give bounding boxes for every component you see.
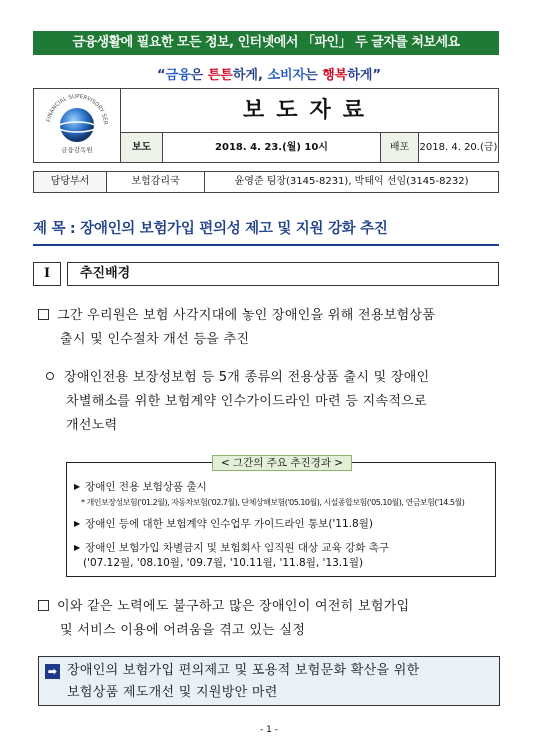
slogan-word: 소비자 <box>267 68 306 83</box>
paragraph-line: 개선노력 <box>66 418 118 433</box>
slogan-text: 하게 <box>347 68 373 83</box>
slogan-text: 는 <box>305 68 323 83</box>
slogan <box>0 64 538 83</box>
square-bullet-icon <box>38 600 49 611</box>
paragraph-problem <box>38 595 508 643</box>
paragraph-line: 이와 같은 노력에도 불구하고 많은 장애인이 여전히 보험가입 <box>57 599 410 614</box>
progress-box <box>66 457 496 577</box>
promo-banner: 금융생활에 필요한 모든 정보, 인터넷에서 「파인」 두 글자를 쳐보세요 <box>33 31 499 55</box>
triangle-bullet-icon: ▶ <box>74 519 81 528</box>
conclusion-box <box>38 656 500 706</box>
section-title: 추진배경 <box>67 262 499 286</box>
logo-cell <box>34 89 121 162</box>
conclusion-line: 보험상품 제도개선 및 지원방안 마련 <box>67 685 278 700</box>
slogan-word: 튼튼 <box>207 68 233 83</box>
release-date: 2018. 4. 23.(월) 10시 <box>163 133 381 162</box>
paragraph-detail <box>46 366 508 438</box>
conclusion-line: 장애인의 보험가입 편의제고 및 포용적 보험문화 확산을 위한 <box>67 663 420 678</box>
distribution-label: 배포 <box>381 133 419 162</box>
triangle-bullet-icon: ▶ <box>74 543 81 552</box>
box-title-label: < 그간의 주요 추진경과 > <box>212 455 352 471</box>
press-release-header <box>33 88 499 163</box>
box-item-detail: ('07.12월, '08.10월, '09.7월, '10.11월, '11.8월, '13.1월) <box>83 557 364 569</box>
department-contact: 윤영준 팀장(3145-8231), 박태익 선임(3145-8232) <box>234 176 469 187</box>
paragraph-line: 차별해소를 위한 보험계약 인수가이드라인 마련 등 지속적으로 <box>66 394 427 409</box>
department-name: 보험감리국 <box>107 172 205 192</box>
paragraph-line: 장애인전용 보장성보험 등 5개 종류의 전용상품 출시 및 장애인 <box>64 370 430 385</box>
circle-bullet-icon <box>46 372 54 380</box>
page-number: - 1 - <box>260 725 278 735</box>
box-item <box>74 480 207 494</box>
section-heading <box>33 262 499 286</box>
box-item-text: 장애인 등에 대한 보험계약 인수업무 가이드라인 통보('11.8월) <box>85 518 373 530</box>
logo-text: 금융감독원 <box>61 146 93 154</box>
box-item-text: 장애인 보험가입 차별금지 및 보험회사 임직원 대상 교육 강화 촉구 <box>85 542 390 554</box>
slogan-word: 금융 <box>165 68 191 83</box>
slogan-quote: ” <box>372 68 382 83</box>
subject-heading: 제 목 : 장애인의 보험가입 편의성 제고 및 지원 강화 추진 <box>33 217 499 246</box>
triangle-bullet-icon: ▶ <box>74 482 81 491</box>
section-number: I <box>33 262 61 286</box>
paragraph-line: 및 서비스 이용에 어려움을 겪고 있는 실정 <box>60 623 306 638</box>
department-row <box>33 171 499 193</box>
arrow-right-icon: ➡ <box>45 664 60 679</box>
document-title: 보도자료 <box>121 89 498 133</box>
box-item <box>74 517 373 531</box>
square-bullet-icon <box>38 309 49 320</box>
paragraph-line: 그간 우리원은 보험 사각지대에 놓인 장애인을 위해 전용보험상품 <box>57 308 436 323</box>
box-item-text: 장애인 전용 보험상품 출시 <box>85 481 207 493</box>
paragraph-background <box>38 304 508 352</box>
logo-ring-text: FINANCIAL SUPERVISORY SER <box>46 94 109 125</box>
slogan-text: 은 <box>190 68 208 83</box>
box-item <box>74 541 389 555</box>
fss-logo-icon <box>42 94 112 156</box>
box-item-detail: * 개인보장성보험('01.2월), 자동차보험('02.7월), 단체상해보험('05.10월), 시설종합보험('05.10월), 연금보험('14.5월) <box>81 498 465 507</box>
slogan-word: 행복 <box>322 68 348 83</box>
distribution-date: 2018. 4. 20.(금) <box>419 142 498 153</box>
department-label: 담당부서 <box>34 172 107 192</box>
paragraph-line: 출시 및 인수절차 개선 등을 추진 <box>60 332 250 347</box>
box-title <box>67 455 497 470</box>
release-label: 보도 <box>121 133 163 162</box>
slogan-text: 하게, <box>232 68 268 83</box>
slogan-quote: “ <box>156 68 166 83</box>
